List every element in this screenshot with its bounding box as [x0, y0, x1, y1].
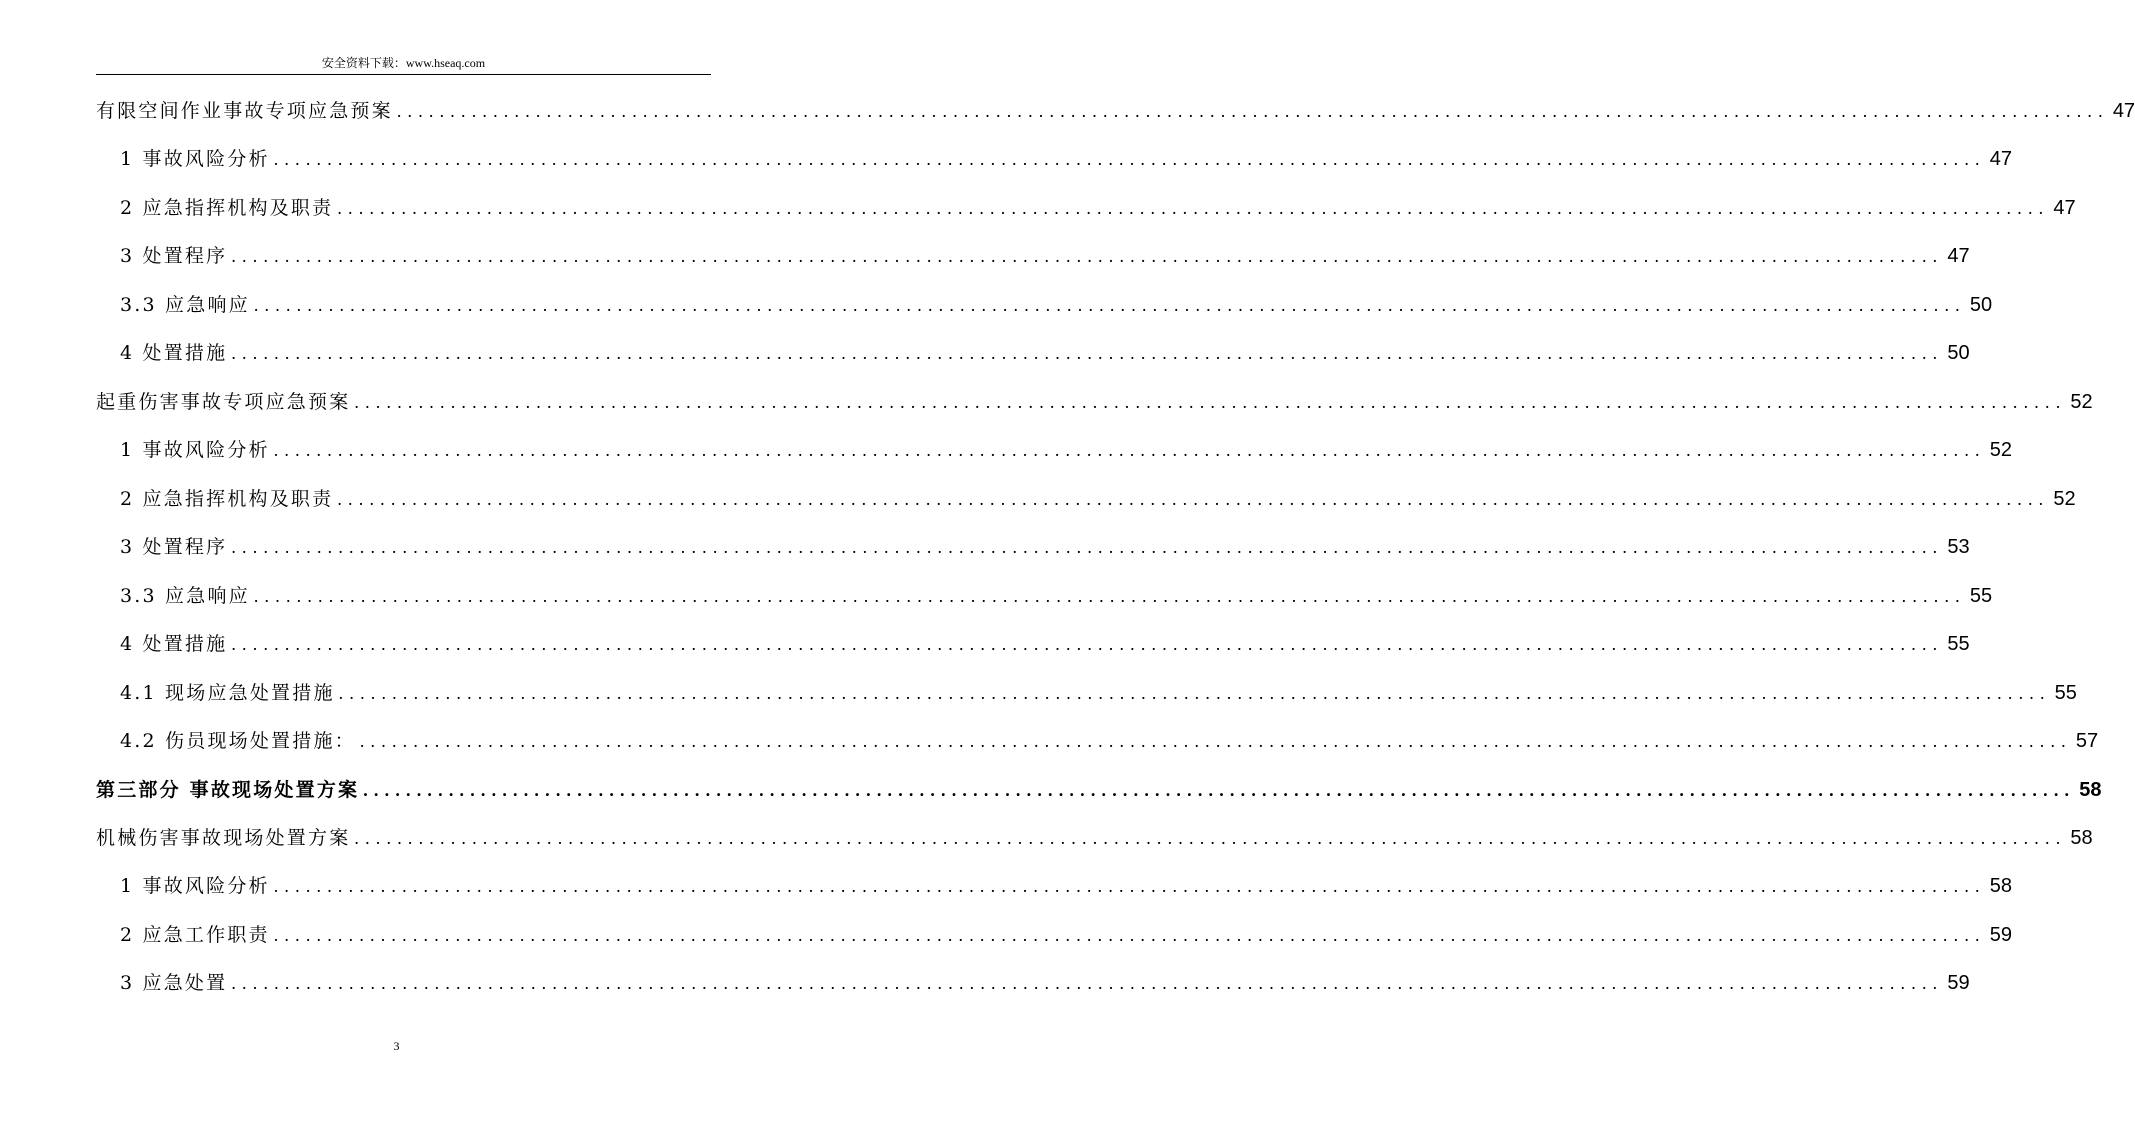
toc-entry-label: 2 应急指挥机构及职责	[120, 488, 334, 510]
page-number: 3	[393, 1039, 400, 1053]
toc-entry-page: 52	[2070, 391, 2093, 413]
toc-entry-label: 4 处置措施	[120, 633, 228, 655]
toc-entry-page: 52	[1989, 439, 2012, 461]
toc-leader-dots: ................................................................................................................................................................	[337, 198, 2050, 218]
toc-entry-page: 58	[1989, 875, 2012, 897]
toc-entry-label: 第三部分 事故现场处置方案	[96, 779, 360, 801]
toc-entry-page: 47	[2112, 100, 2135, 122]
toc-leader-dots: ................................................................................................................................................................	[231, 343, 1944, 363]
toc-entry-label: 3 处置程序	[120, 536, 228, 558]
toc-entry[interactable]	[120, 723, 2099, 753]
toc-entry-label: 2 应急指挥机构及职责	[120, 197, 334, 219]
toc-entry-page: 58	[2070, 827, 2093, 849]
header-rule	[96, 74, 711, 75]
toc-entry[interactable]	[120, 626, 1970, 656]
toc-leader-dots: ................................................................................................................................................................	[354, 828, 2067, 848]
toc-leader-dots: ................................................................................................................................................................	[337, 489, 2050, 509]
toc-leader-dots: ................................................................................................................................................................	[253, 586, 1966, 606]
toc-entry[interactable]	[120, 287, 1993, 317]
toc-leader-dots: ................................................................................................................................................................	[338, 683, 2051, 703]
toc-entry-page: 55	[2054, 682, 2077, 704]
toc-entry[interactable]	[120, 481, 2076, 511]
toc-entry[interactable]	[120, 578, 1993, 608]
toc-entry[interactable]	[120, 529, 1970, 559]
toc-entry[interactable]	[120, 190, 2076, 220]
toc-leader-dots: ................................................................................................................................................................	[273, 440, 1986, 460]
toc-entry[interactable]	[120, 868, 2012, 898]
toc-leader-dots: ................................................................................................................................................................	[231, 634, 1944, 654]
toc-entry-page: 47	[2053, 197, 2076, 219]
toc-entry-label: 4.2 伤员现场处置措施：	[120, 730, 356, 752]
toc-entry-page: 52	[2053, 488, 2076, 510]
toc-entry-page: 59	[1947, 972, 1970, 994]
toc-entry-page: 53	[1947, 536, 1970, 558]
toc-leader-dots: ................................................................................................................................................................	[359, 731, 2072, 751]
toc-entry-label: 4.1 现场应急处置措施	[120, 682, 335, 704]
toc-entry[interactable]	[120, 432, 2012, 462]
toc-entry[interactable]	[96, 772, 2102, 802]
toc-entry[interactable]	[120, 335, 1970, 365]
toc-entry-label: 1 事故风险分析	[120, 148, 270, 170]
toc-entry-label: 3.3 应急响应	[120, 585, 250, 607]
toc-leader-dots: ................................................................................................................................................................	[273, 876, 1986, 896]
toc-entry[interactable]	[96, 820, 2093, 850]
toc-leader-dots: ................................................................................................................................................................	[273, 149, 1986, 169]
toc-entry[interactable]	[120, 917, 2012, 947]
toc-leader-dots: ................................................................................................................................................................	[231, 973, 1944, 993]
toc-entry-label: 3.3 应急响应	[120, 294, 250, 316]
toc-leader-dots: ................................................................................................................................................................	[253, 295, 1966, 315]
page-header: 安全资料下载：www.hseaq.com	[321, 56, 486, 70]
toc-entry-page: 57	[2075, 730, 2099, 752]
toc-entry-label: 机械伤害事故现场处置方案	[96, 827, 351, 849]
toc-entry[interactable]	[96, 93, 2135, 123]
toc-leader-dots: ................................................................................................................................................................	[231, 537, 1944, 557]
toc-entry-page: 55	[1969, 585, 1993, 607]
toc-entry-label: 起重伤害事故专项应急预案	[96, 391, 351, 413]
toc-entry-page: 47	[1947, 245, 1970, 267]
toc-entry-page: 50	[1947, 342, 1970, 364]
toc-entry-page: 59	[1989, 924, 2012, 946]
toc-leader-dots: ................................................................................................................................................................	[273, 925, 1986, 945]
toc-entry-label: 1 事故风险分析	[120, 439, 270, 461]
toc-entry[interactable]	[96, 384, 2093, 414]
toc-entry-page: 47	[1989, 148, 2012, 170]
toc-entry-label: 3 应急处置	[120, 972, 228, 994]
toc-entry-label: 有限空间作业事故专项应急预案	[96, 100, 393, 122]
toc-entry-page: 58	[2079, 779, 2102, 801]
toc-entry-label: 3 处置程序	[120, 245, 228, 267]
toc-entry-label: 2 应急工作职责	[120, 924, 270, 946]
toc-leader-dots: ................................................................................................................................................................	[231, 246, 1944, 266]
toc-leader-dots: ................................................................................................................................................................	[354, 392, 2067, 412]
toc-leader-dots: ................................................................................................................................................................	[396, 101, 2109, 121]
toc-entry-page: 50	[1969, 294, 1993, 316]
toc-entry[interactable]	[120, 141, 2012, 171]
toc-entry-label: 1 事故风险分析	[120, 875, 270, 897]
toc-leader-dots: ................................................................................................................................................................	[363, 780, 2076, 800]
toc-entry-label: 4 处置措施	[120, 342, 228, 364]
toc-entry[interactable]	[120, 965, 1970, 995]
toc-entry[interactable]	[120, 675, 2077, 705]
toc-entry-page: 55	[1947, 633, 1970, 655]
toc-entry[interactable]	[120, 238, 1970, 268]
